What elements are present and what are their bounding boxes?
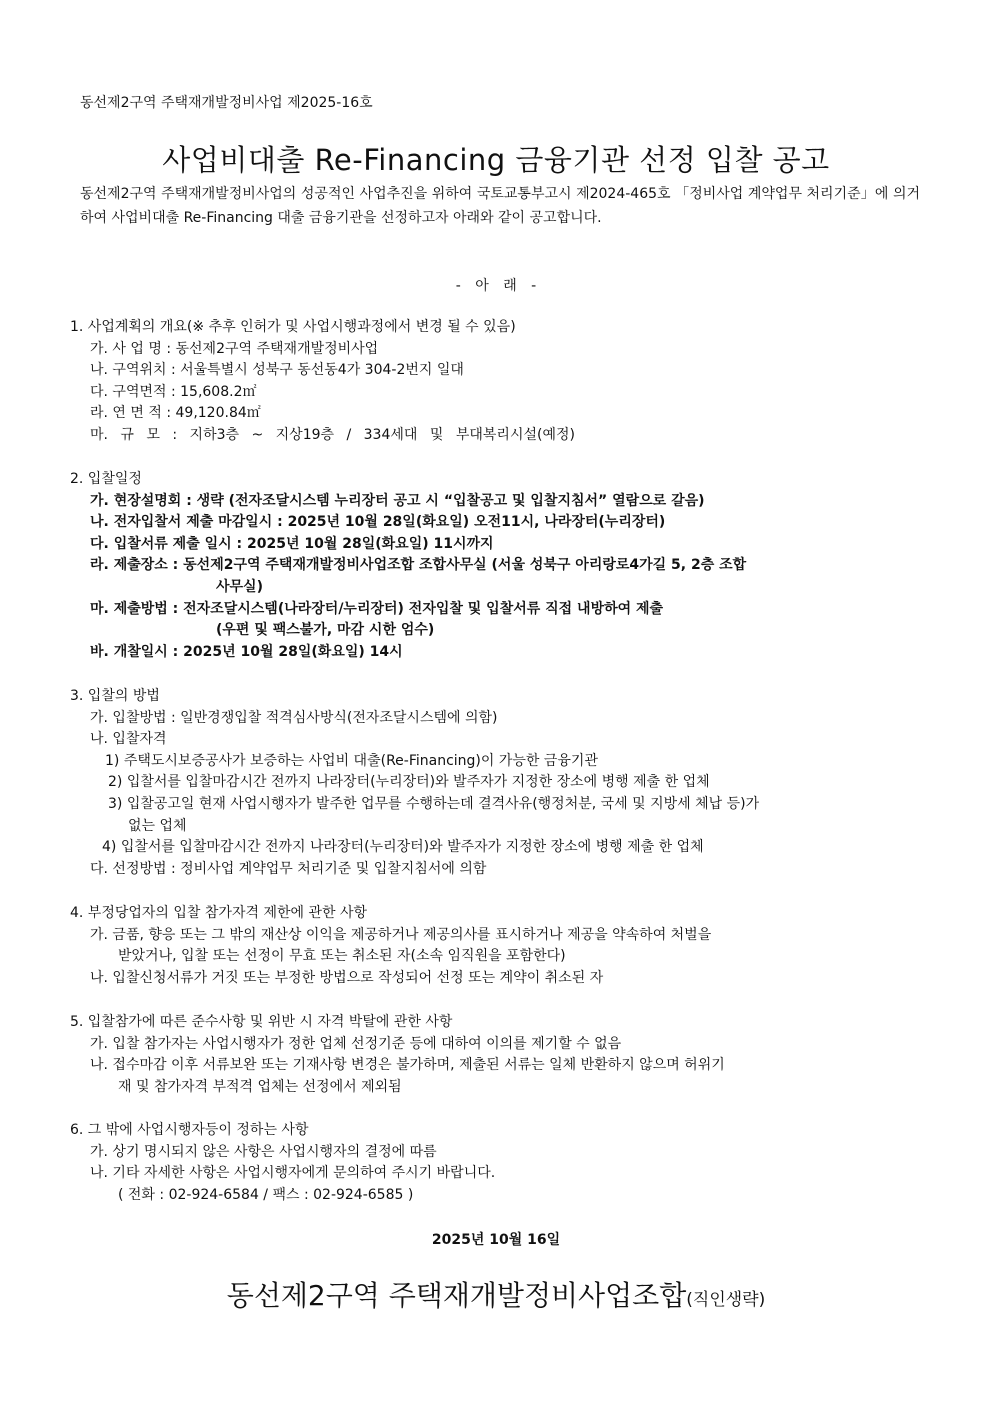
section-heading: 2. 입찰일정 [70,471,142,487]
list-item: 가. 입찰 참가자는 사업시행자가 정한 업체 선정기준 등에 대하여 이의를 제기할 수 없음 [90,1035,622,1052]
list-item: 마. 제출방법 : 전자조달시스템(나라장터/누리장터) 전자입찰 및 입찰서류 직접 내방하여 제출 [90,600,664,617]
list-item: 1) 주택도시보증공사가 보증하는 사업비 대출(Re-Financing)이 가능한 금융기관 [105,752,598,769]
list-item: 가. 사 업 명 : 동선제2구역 주택재개발정비사업 [90,340,379,357]
intro-paragraph: 동선제2구역 주택재개발정비사업의 성공적인 사업추진을 위하여 국토교통부고시 제2024-465호 「정비사업 계약업무 처리기준」에 의거하여 사업비대출 Re-Financing 대출 금융기관을 선정하고자 아래와 같이 공고합니다. [80,186,920,226]
seal-note: (직인생략) [686,1290,766,1310]
section-heading: 3. 입찰의 방법 [70,688,160,704]
below-marker: - 아 래 - [455,278,537,294]
list-item: 가. 금품, 향응 또는 그 밖의 재산상 이익을 제공하거나 제공의사를 표시하거나 제공을 약속하여 처벌을 [90,926,712,943]
list-item: 3) 입찰공고일 현재 사업시행자가 발주한 업무를 수행하는데 결격사유(행정처분, 국세 및 지방세 체납 등)가 [108,795,760,812]
list-item: 나. 입찰신청서류가 거짓 또는 부정한 방법으로 작성되어 선정 또는 계약이 취소된 자 [90,969,604,986]
list-item: 가. 상기 명시되지 않은 사항은 사업시행자의 결정에 따름 [90,1143,437,1160]
section-other-matters [70,1120,930,1206]
list-item: 나. 전자입찰서 제출 마감일시 : 2025년 10월 28일(화요일) 오전11시, 나라장터(누리장터) [90,514,666,531]
notice-date: 2025년 10월 16일 [431,1232,561,1248]
list-item: (우편 및 팩스불가, 마감 시한 엄수) [216,622,435,639]
list-item: 가. 입찰방법 : 일반경쟁입찰 적격심사방식(전자조달시스템에 의함) [90,709,498,726]
organization-signature [0,1274,992,1314]
list-item: 다. 선정방법 : 정비사업 계약업무 처리기준 및 입찰지침서에 의함 [90,860,487,877]
list-item: 나. 기타 자세한 사항은 사업시행자에게 문의하여 주시기 바랍니다. [90,1165,496,1182]
list-item: 재 및 참가자격 부적격 업체는 선정에서 제외됨 [118,1078,402,1095]
section-project-overview [70,317,930,447]
section-compliance [70,1012,930,1098]
list-item: 마. 규 모 : 지하3층 ~ 지상19층 / 334세대 및 부대복리시설(예정) [90,426,575,443]
section-bid-schedule [70,469,930,663]
list-item: 받았거나, 입찰 또는 선정이 무효 또는 취소된 자(소속 임직원을 포함한다) [118,948,566,965]
section-disqualification [70,903,930,989]
list-item: 나. 구역위치 : 서울특별시 성북구 동선동4가 304-2번지 일대 [90,362,464,379]
list-item: 바. 개찰일시 : 2025년 10월 28일(화요일) 14시 [90,643,403,660]
list-item: 나. 입찰자격 [90,731,167,748]
list-item: 4) 입찰서를 입찰마감시간 전까지 나라장터(누리장터)와 발주자가 지정한 장소에 병행 제출 한 업체 [102,839,704,856]
list-item: 라. 제출장소 : 동선제2구역 주택재개발정비사업조합 조합사무실 (서울 성북구 아리랑로4가길 5, 2층 조합 [90,557,747,574]
section-heading: 6. 그 밖에 사업시행자등이 정하는 사항 [70,1122,309,1138]
section-heading: 1. 사업계획의 개요(※ 추후 인허가 및 사업시행과정에서 변경 될 수 있음) [70,319,516,335]
contact-info: ( 전화 : 02-924-6584 / 팩스 : 02-924-6585 ) [118,1186,414,1203]
list-item: 가. 현장설명회 : 생략 (전자조달시스템 누리장터 공고 시 “입찰공고 및 입찰지침서” 열람으로 갈음) [90,492,705,509]
list-item: 없는 업체 [128,817,187,834]
section-heading: 4. 부정당업자의 입찰 참가자격 제한에 관한 사항 [70,905,368,921]
list-item: 다. 입찰서류 제출 일시 : 2025년 10월 28일(화요일) 11시까지 [90,535,494,552]
list-item: 나. 접수마감 이후 서류보완 또는 기재사항 변경은 불가하며, 제출된 서류는 일체 반환하지 않으며 허위기 [90,1057,725,1074]
section-bid-method [70,686,930,880]
list-item: 다. 구역면적 : 15,608.2㎡ [90,383,257,400]
list-item: 2) 입찰서를 입찰마감시간 전까지 나라장터(누리장터)와 발주자가 지정한 장소에 병행 제출 한 업체 [108,774,710,791]
page-title: 사업비대출 Re-Financing 금융기관 선정 입찰 공고 [162,143,830,177]
notice-number: 동선제2구역 주택재개발정비사업 제2025-16호 [80,95,373,111]
list-item: 사무실) [216,578,263,595]
list-item: 라. 연 면 적 : 49,120.84㎡ [90,405,261,422]
organization-name: 동선제2구역 주택재개발정비사업조합 [226,1279,687,1312]
section-heading: 5. 입찰참가에 따른 준수사항 및 위반 시 자격 박탈에 관한 사항 [70,1014,453,1030]
